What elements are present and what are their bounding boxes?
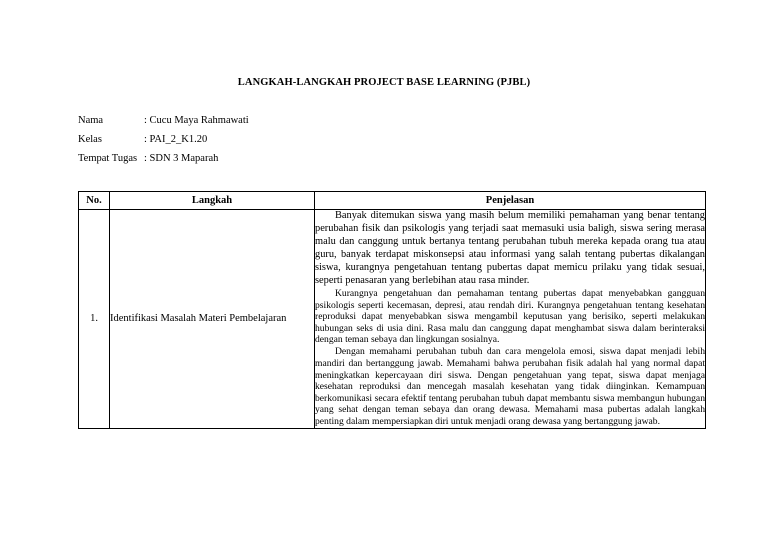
row-penjelasan — [315, 210, 706, 429]
row-langkah: Identifikasi Masalah Materi Pembelajaran — [110, 210, 315, 429]
row-number: 1. — [79, 210, 110, 429]
info-row-nama — [78, 115, 249, 126]
info-value-kelas: : PAI_2_K1.20 — [144, 134, 208, 145]
info-label-tempat-tugas: Tempat Tugas — [78, 153, 138, 164]
header-penjelasan: Penjelasan — [315, 192, 706, 210]
info-value-nama: : Cucu Maya Rahmawati — [144, 115, 249, 126]
header-no: No. — [79, 192, 110, 210]
table-header-row — [79, 192, 706, 210]
info-label-nama: Nama — [78, 115, 104, 126]
penjelasan-paragraph-2: Kurangnya pengetahuan dan pemahaman tentang pubertas dapat menyebabkan gangguan psikologis seperti kecemasan, depresi, atau rendah diri. Kurangnya pengetahuan tentang kesehatan reproduksi dapat menyebabkan siswa mengambil keputusan yang berisiko, seperti melakukan hubungan seks di usia dini. Rasa malu dan canggung dapat menghambat siswa dalam berinteraksi dengan teman sebaya dan lingkungan sosialnya. — [315, 288, 705, 346]
info-row-tempat-tugas — [78, 153, 218, 164]
info-row-kelas — [78, 134, 207, 145]
penjelasan-paragraph-1: Banyak ditemukan siswa yang masih belum memiliki pemahaman yang benar tentang perubahan fisik dan psikologis yang terjadi saat memasuki usia baligh, siswa sering merasa malu dan canggung untuk bertanya tentang perubahan tubuh mereka kepada orang tua atau guru, banyak terdapat miskonsepsi atau informasi yang salah tentang pubertas dikalangan siswa, kurangnya pengetahuan tentang pubertas dapat memicu prilaku yang tidak sesuai, seperti penasaran yang berlebihan atau rasa minder. — [315, 210, 705, 286]
penjelasan-paragraph-3: Dengan memahami perubahan tubuh dan cara mengelola emosi, siswa dapat menjadi lebih mandiri dan bertanggung jawab. Memahami bahwa perubahan fisik adalah hal yang normal dapat meningkatkan kepercayaan diri siswa. Dengan pengetahuan yang tepat, siswa dapat menjaga kesehatan reproduksi dan mencegah masalah kesehatan yang tidak diinginkan. Kemampuan berkomunikasi secara efektif tentang perubahan tubuh dapat membantu siswa membangun hubungan yang sehat dengan teman sebaya dan orang dewasa. Memahami masa pubertas adalah langkah penting dalam mempersiapkan diri untuk menjadi orang dewasa yang bertanggung jawab. — [315, 346, 705, 428]
table-row — [79, 210, 706, 429]
header-langkah: Langkah — [110, 192, 315, 210]
info-label-kelas: Kelas — [78, 134, 102, 145]
info-value-tempat-tugas: : SDN 3 Maparah — [144, 153, 219, 164]
pjbl-steps-table — [78, 191, 706, 429]
document-title: LANGKAH-LANGKAH PROJECT BASE LEARNING (PJBL) — [237, 77, 531, 88]
